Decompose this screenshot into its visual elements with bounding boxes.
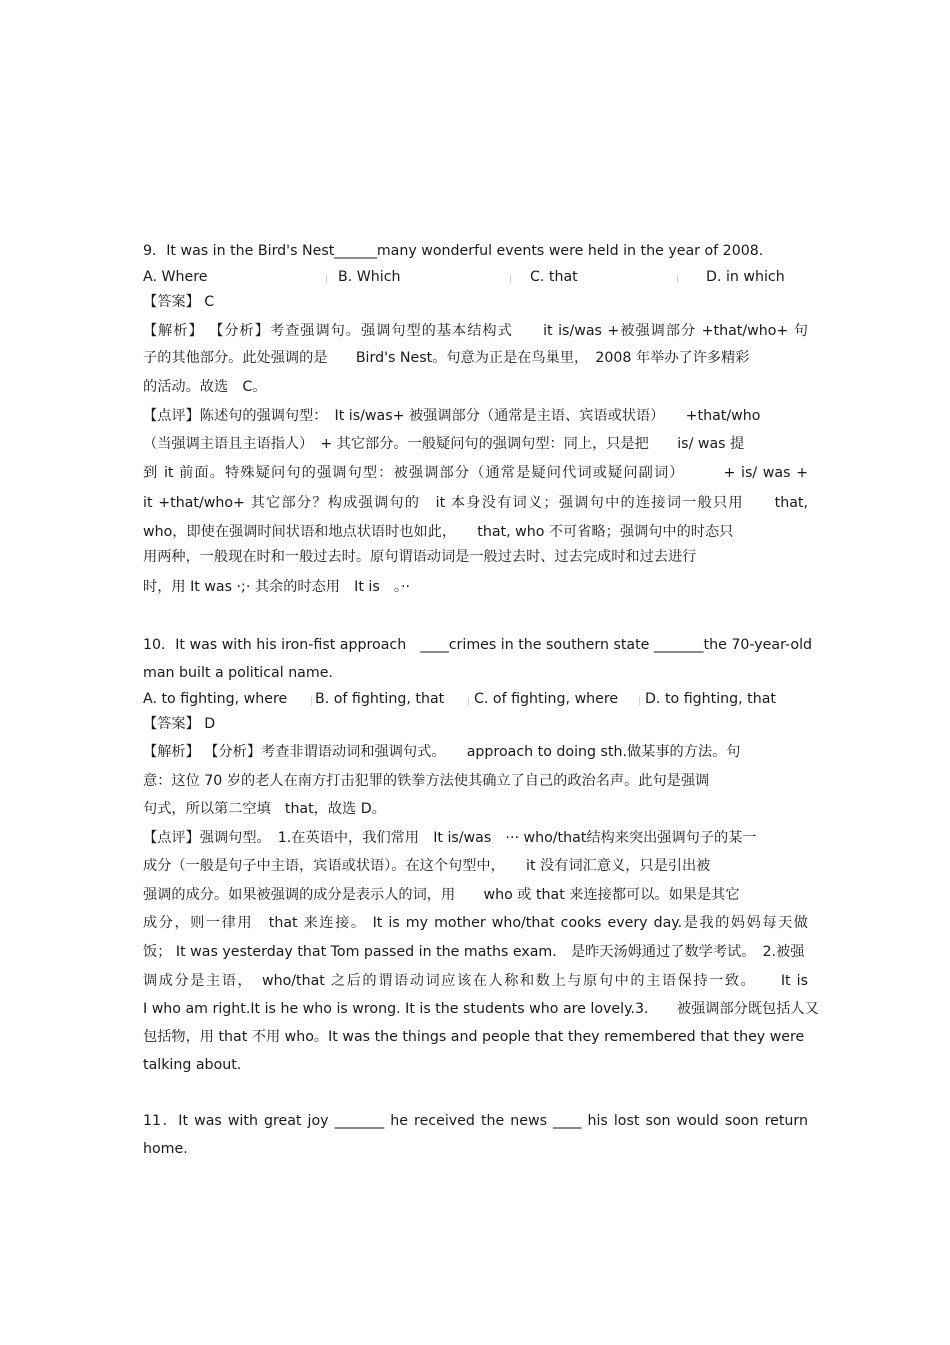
q9-comment-line: （当强调主语且主语指人） + 其它部分。一般疑问句的强调句型：同上，只是把 is/ was 提 <box>143 436 745 452</box>
option-divider <box>326 275 327 283</box>
q10-answer: 【答案】 D <box>143 716 216 732</box>
option-divider <box>311 697 312 705</box>
q9-analysis-line: 子的其他部分。此处强调的是 Bird's Nest。句意为正是在鸟巢里， 2008 年举办了许多精彩 <box>143 350 750 366</box>
q10-option-d: D. to fighting, that <box>645 691 776 707</box>
q9-comment-line: 到 it 前面。特殊疑问句的强调句型：被强调部分（通常是疑问代词或疑问副词） + is/ was + <box>143 465 808 481</box>
q9-comment-line: who，即使在强调时间状语和地点状语时也如此， that, who 不可省略；强调句中的时态只 <box>143 524 734 540</box>
q11-stem-line: home. <box>143 1141 188 1157</box>
q10-comment-line: talking about. <box>143 1057 242 1073</box>
q10-stem-line: 10．It was with his iron-fist approach ____crimes in the southern state _______the 70-year-old <box>143 637 813 653</box>
q10-comment-line: 包括物，用 that 不用 who。It was the things and people that they remembered that they were <box>143 1029 805 1045</box>
q9-comment-line: 时，用 It was ·;· 其余的时态用 It is 。·· <box>143 579 411 595</box>
option-divider <box>677 275 678 283</box>
q9-comment-line: 【点评】陈述句的强调句型： It is/was+ 被强调部分（通常是主语、宾语或状语） +that/who <box>143 408 761 424</box>
q9-stem: 9．It was in the Bird's Nest______many wonderful events were held in the year of 2008. <box>143 243 764 259</box>
option-divider <box>510 275 511 283</box>
option-divider <box>639 697 640 705</box>
q9-analysis-line: 【解析】 【分析】考查强调句。强调句型的基本结构式 it is/was +被强调部分 +that/who+ 句 <box>143 323 808 339</box>
q10-comment-line: 饭； It was yesterday that Tom passed in the maths exam. 是昨天汤姆通过了数学考试。 2.被强 <box>143 944 805 960</box>
q10-option-a: A. to fighting, where <box>143 691 288 707</box>
q9-option-b: B. Which <box>338 269 401 285</box>
q10-comment-line: 强调的成分。如果被强调的成分是表示人的词，用 who 或 that 来连接都可以。如果是其它 <box>143 887 740 903</box>
q9-option-d: D. in which <box>706 269 785 285</box>
q9-option-a: A. Where <box>143 269 208 285</box>
q9-answer: 【答案】 C <box>143 294 215 310</box>
q10-comment-line: 成分（一般是句子中主语，宾语或状语）。在这个句型中， it 没有词汇意义，只是引出被 <box>143 858 711 874</box>
q10-comment-line: I who am right.It is he who is wrong. It is the students who are lovely.3. 被强调部分既包括人又 <box>143 1001 819 1017</box>
q10-analysis-line: 意：这位 70 岁的老人在南方打击犯罪的铁拳方法使其确立了自己的政治名声。此句是强调 <box>143 773 710 789</box>
q9-comment-line: 用两种，一般现在时和一般过去时。原句谓语动词是一般过去时、过去完成时和过去进行 <box>143 549 697 565</box>
option-divider <box>468 697 469 705</box>
q9-analysis-line: 的活动。故选 C。 <box>143 379 267 395</box>
q9-option-c: C. that <box>530 269 578 285</box>
q10-comment-line: 成分，则一律用 that 来连接。 It is my mother who/that cooks every day.是我的妈妈每天做 <box>143 915 808 931</box>
q11-stem-line: 11．It was with great joy _______ he received the news ____ his lost son would soon return <box>143 1113 808 1129</box>
q9-comment-line: it +that/who+ 其它部分？构成强调句的 it 本身没有词义；强调句中的连接词一般只用 that, <box>143 495 808 511</box>
q10-comment-line: 调成分是主语， who/that 之后的谓语动词应该在人称和数上与原句中的主语保持一致。 It is <box>143 973 808 989</box>
q10-comment-line: 【点评】强调句型。 1.在英语中，我们常用 It is/was ··· who/that结构来突出强调句子的某一 <box>143 830 757 846</box>
q10-stem-line: man built a political name. <box>143 665 333 681</box>
q10-option-c: C. of fighting, where <box>474 691 619 707</box>
q10-analysis-line: 【解析】 【分析】考查非谓语动词和强调句式。 approach to doing sth.做某事的方法。句 <box>143 744 741 760</box>
q10-option-b: B. of fighting, that <box>315 691 445 707</box>
q10-analysis-line: 句式，所以第二空填 that，故选 D。 <box>143 801 386 817</box>
